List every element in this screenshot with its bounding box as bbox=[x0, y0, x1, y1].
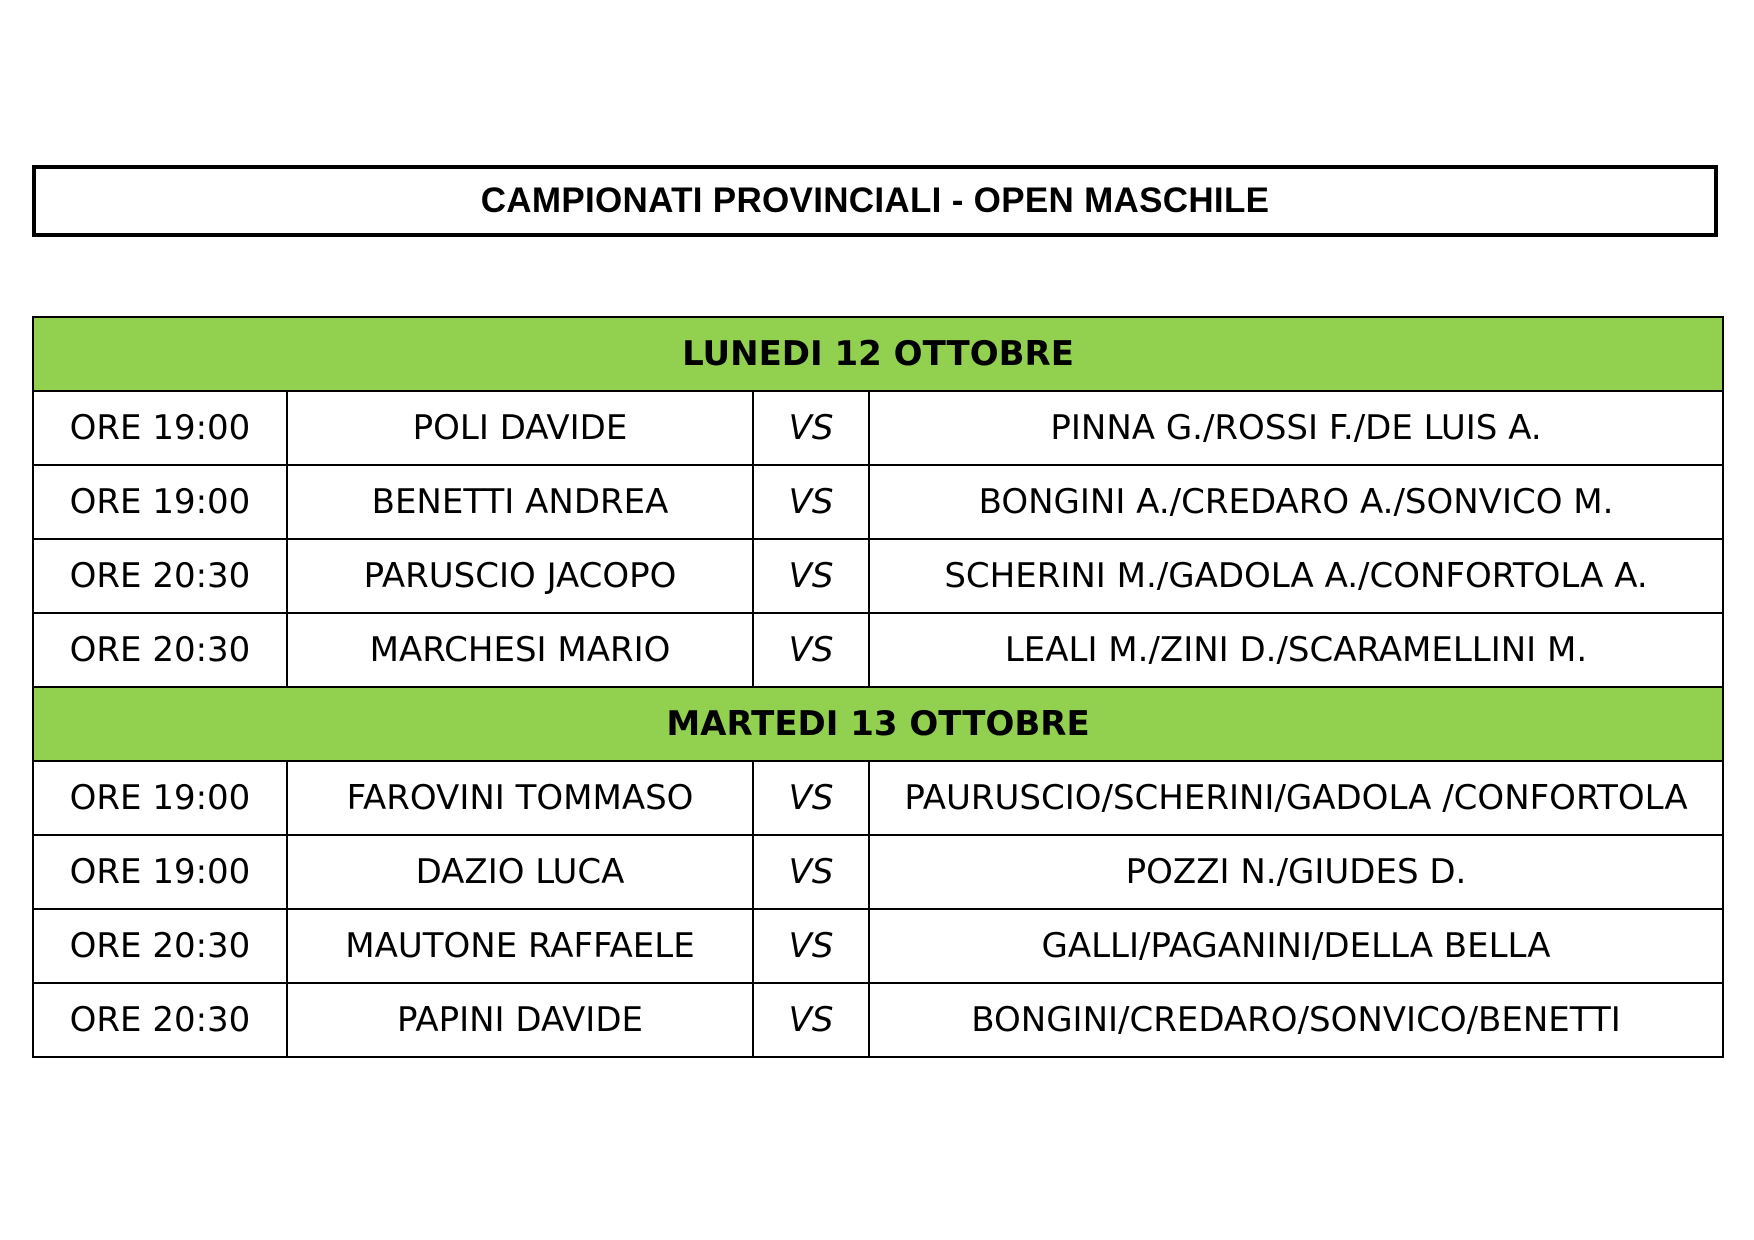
match-time: ORE 19:00 bbox=[33, 835, 287, 909]
table-row bbox=[33, 613, 1723, 687]
match-opponent: LEALI M./ZINI D./SCARAMELLINI M. bbox=[869, 613, 1723, 687]
match-player: PARUSCIO JACOPO bbox=[287, 539, 753, 613]
match-opponent: POZZI N./GIUDES D. bbox=[869, 835, 1723, 909]
match-vs: VS bbox=[753, 835, 869, 909]
match-player: MARCHESI MARIO bbox=[287, 613, 753, 687]
day-header-row bbox=[33, 687, 1723, 761]
table-row bbox=[33, 539, 1723, 613]
match-vs: VS bbox=[753, 391, 869, 465]
schedule-table bbox=[32, 316, 1724, 1058]
match-player: POLI DAVIDE bbox=[287, 391, 753, 465]
table-row bbox=[33, 465, 1723, 539]
match-vs: VS bbox=[753, 539, 869, 613]
match-time: ORE 20:30 bbox=[33, 909, 287, 983]
match-player: BENETTI ANDREA bbox=[287, 465, 753, 539]
match-time: ORE 19:00 bbox=[33, 761, 287, 835]
day-header-row bbox=[33, 317, 1723, 391]
table-row bbox=[33, 761, 1723, 835]
match-vs: VS bbox=[753, 613, 869, 687]
match-opponent: BONGINI/CREDARO/SONVICO/BENETTI bbox=[869, 983, 1723, 1057]
match-time: ORE 20:30 bbox=[33, 539, 287, 613]
day-header: MARTEDI 13 OTTOBRE bbox=[33, 687, 1723, 761]
table-row bbox=[33, 835, 1723, 909]
match-player: PAPINI DAVIDE bbox=[287, 983, 753, 1057]
match-vs: VS bbox=[753, 465, 869, 539]
title-box bbox=[32, 165, 1718, 237]
match-player: DAZIO LUCA bbox=[287, 835, 753, 909]
match-time: ORE 20:30 bbox=[33, 613, 287, 687]
table-row bbox=[33, 983, 1723, 1057]
table-row bbox=[33, 391, 1723, 465]
match-vs: VS bbox=[753, 761, 869, 835]
match-vs: VS bbox=[753, 909, 869, 983]
match-player: MAUTONE RAFFAELE bbox=[287, 909, 753, 983]
match-opponent: BONGINI A./CREDARO A./SONVICO M. bbox=[869, 465, 1723, 539]
match-opponent: SCHERINI M./GADOLA A./CONFORTOLA A. bbox=[869, 539, 1723, 613]
match-player: FAROVINI TOMMASO bbox=[287, 761, 753, 835]
match-opponent: GALLI/PAGANINI/DELLA BELLA bbox=[869, 909, 1723, 983]
match-opponent: PINNA G./ROSSI F./DE LUIS A. bbox=[869, 391, 1723, 465]
match-time: ORE 19:00 bbox=[33, 391, 287, 465]
match-vs: VS bbox=[753, 983, 869, 1057]
match-time: ORE 19:00 bbox=[33, 465, 287, 539]
match-opponent: PAURUSCIO/SCHERINI/GADOLA /CONFORTOLA bbox=[869, 761, 1723, 835]
table-row bbox=[33, 909, 1723, 983]
day-header: LUNEDI 12 OTTOBRE bbox=[33, 317, 1723, 391]
match-time: ORE 20:30 bbox=[33, 983, 287, 1057]
page-title: CAMPIONATI PROVINCIALI - OPEN MASCHILE bbox=[480, 181, 1270, 220]
